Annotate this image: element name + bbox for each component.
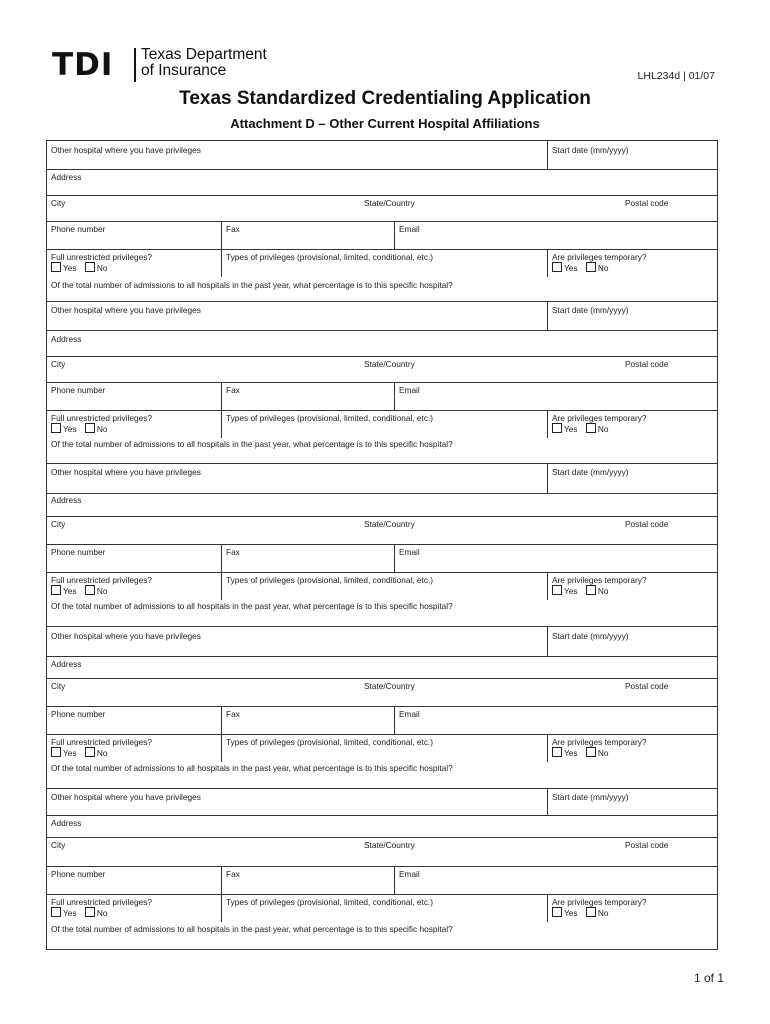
yes-label: Yes xyxy=(564,748,578,758)
hospital-row xyxy=(47,789,717,815)
postal-field[interactable]: Postal code xyxy=(625,198,669,208)
temporary-label: Are privileges temporary? xyxy=(552,897,647,907)
city-field[interactable]: City xyxy=(51,840,66,850)
affiliations-form xyxy=(46,140,718,950)
contact-row xyxy=(47,866,717,895)
privileges-row xyxy=(47,410,717,438)
city-field[interactable]: City xyxy=(51,198,66,208)
logo-line-1: Texas Department xyxy=(141,46,267,63)
full-privileges-yes-checkbox[interactable] xyxy=(51,262,61,272)
address-row xyxy=(47,169,717,196)
percentage-field[interactable]: Of the total number of admissions to all hospitals in the past year, what percentage is to this specific hospital? xyxy=(51,763,453,773)
fax-field[interactable]: Fax xyxy=(226,385,240,395)
address-field[interactable]: Address xyxy=(51,172,82,182)
full-privileges-options xyxy=(51,262,107,273)
contact-row xyxy=(47,706,717,735)
percentage-row xyxy=(47,921,717,950)
start-date-field[interactable]: Start date (mm/yyyy) xyxy=(552,631,629,641)
form-code: LHL234d | 01/07 xyxy=(637,70,715,82)
privileges-row xyxy=(47,894,717,922)
temporary-no-checkbox[interactable] xyxy=(586,907,596,917)
email-field[interactable]: Email xyxy=(399,709,420,719)
full-privileges-label: Full unrestricted privileges? xyxy=(51,413,152,423)
yes-label: Yes xyxy=(564,263,578,273)
city-field[interactable]: City xyxy=(51,359,66,369)
temporary-yes-checkbox[interactable] xyxy=(552,747,562,757)
no-label: No xyxy=(597,908,609,918)
state-field[interactable]: State/Country xyxy=(364,519,415,529)
full-privileges-yes-checkbox[interactable] xyxy=(51,423,61,433)
fax-field[interactable]: Fax xyxy=(226,547,240,557)
temporary-no-checkbox[interactable] xyxy=(586,747,596,757)
email-field[interactable]: Email xyxy=(399,385,420,395)
percentage-field[interactable]: Of the total number of admissions to all hospitals in the past year, what percentage is to this specific hospital? xyxy=(51,924,453,934)
hospital-field[interactable]: Other hospital where you have privileges xyxy=(51,305,201,315)
logo-line-2: of Insurance xyxy=(141,62,227,79)
percentage-row xyxy=(47,276,717,301)
temporary-options xyxy=(552,747,608,758)
temporary-yes-checkbox[interactable] xyxy=(552,423,562,433)
full-privileges-no-checkbox[interactable] xyxy=(85,747,95,757)
state-field[interactable]: State/Country xyxy=(364,681,415,691)
phone-field[interactable]: Phone number xyxy=(51,709,106,719)
types-field[interactable]: Types of privileges (provisional, limited, conditional, etc.) xyxy=(226,737,434,747)
postal-field[interactable]: Postal code xyxy=(625,840,669,850)
full-privileges-label: Full unrestricted privileges? xyxy=(51,897,152,907)
percentage-row xyxy=(47,761,717,789)
affiliation-block-3 xyxy=(47,463,717,627)
state-field[interactable]: State/Country xyxy=(364,359,415,369)
full-privileges-options xyxy=(51,585,107,596)
full-privileges-options xyxy=(51,907,107,918)
address-row xyxy=(47,815,717,838)
city-row xyxy=(47,195,717,222)
no-label: No xyxy=(96,424,108,434)
affiliation-block-1 xyxy=(47,141,717,301)
temporary-no-checkbox[interactable] xyxy=(586,423,596,433)
hospital-field[interactable]: Other hospital where you have privileges xyxy=(51,792,201,802)
temporary-options xyxy=(552,585,608,596)
hospital-row xyxy=(47,141,717,169)
no-label: No xyxy=(96,586,108,596)
fax-field[interactable]: Fax xyxy=(226,869,240,879)
page-number: 1 of 1 xyxy=(693,971,724,985)
percentage-row xyxy=(47,599,717,627)
state-field[interactable]: State/Country xyxy=(364,198,415,208)
email-field[interactable]: Email xyxy=(399,869,420,879)
yes-label: Yes xyxy=(63,908,77,918)
full-privileges-label: Full unrestricted privileges? xyxy=(51,737,152,747)
email-field[interactable]: Email xyxy=(399,547,420,557)
temporary-yes-checkbox[interactable] xyxy=(552,585,562,595)
hospital-field[interactable]: Other hospital where you have privileges xyxy=(51,631,201,641)
start-date-field[interactable]: Start date (mm/yyyy) xyxy=(552,145,629,155)
privileges-row xyxy=(47,249,717,277)
city-row xyxy=(47,356,717,383)
contact-row xyxy=(47,221,717,250)
address-field[interactable]: Address xyxy=(51,818,82,828)
full-privileges-no-checkbox[interactable] xyxy=(85,423,95,433)
contact-row xyxy=(47,544,717,573)
yes-label: Yes xyxy=(564,424,578,434)
no-label: No xyxy=(96,748,108,758)
start-date-field[interactable]: Start date (mm/yyyy) xyxy=(552,467,629,477)
fax-field[interactable]: Fax xyxy=(226,709,240,719)
page-subtitle: Attachment D – Other Current Hospital Affiliations xyxy=(230,116,540,131)
full-privileges-options xyxy=(51,747,107,758)
yes-label: Yes xyxy=(63,748,77,758)
hospital-field[interactable]: Other hospital where you have privileges xyxy=(51,145,201,155)
hospital-row xyxy=(47,302,717,330)
address-row xyxy=(47,493,717,517)
hospital-row xyxy=(47,464,717,493)
affiliation-block-4 xyxy=(47,626,717,789)
yes-label: Yes xyxy=(63,263,77,273)
full-privileges-yes-checkbox[interactable] xyxy=(51,907,61,917)
percentage-field[interactable]: Of the total number of admissions to all hospitals in the past year, what percentage is to this specific hospital? xyxy=(51,601,453,611)
address-field[interactable]: Address xyxy=(51,334,82,344)
no-label: No xyxy=(96,908,108,918)
address-field[interactable]: Address xyxy=(51,659,82,669)
temporary-yes-checkbox[interactable] xyxy=(552,907,562,917)
phone-field[interactable]: Phone number xyxy=(51,869,106,879)
no-label: No xyxy=(597,424,609,434)
tdi-logo xyxy=(52,46,292,86)
postal-field[interactable]: Postal code xyxy=(625,359,669,369)
full-privileges-label: Full unrestricted privileges? xyxy=(51,252,152,262)
full-privileges-label: Full unrestricted privileges? xyxy=(51,575,152,585)
percentage-field[interactable]: Of the total number of admissions to all hospitals in the past year, what percentage is to this specific hospital? xyxy=(51,280,453,290)
temporary-yes-checkbox[interactable] xyxy=(552,262,562,272)
types-field[interactable]: Types of privileges (provisional, limited, conditional, etc.) xyxy=(226,575,434,585)
city-row xyxy=(47,516,717,545)
temporary-options xyxy=(552,907,608,918)
start-date-field[interactable]: Start date (mm/yyyy) xyxy=(552,792,629,802)
full-privileges-no-checkbox[interactable] xyxy=(85,262,95,272)
types-field[interactable]: Types of privileges (provisional, limited, conditional, etc.) xyxy=(226,413,434,423)
temporary-label: Are privileges temporary? xyxy=(552,252,647,262)
yes-label: Yes xyxy=(564,586,578,596)
percentage-row xyxy=(47,437,717,464)
full-privileges-options xyxy=(51,423,107,434)
full-privileges-no-checkbox[interactable] xyxy=(85,907,95,917)
full-privileges-yes-checkbox[interactable] xyxy=(51,585,61,595)
state-field[interactable]: State/Country xyxy=(364,840,415,850)
postal-field[interactable]: Postal code xyxy=(625,681,669,691)
logo-mark: TDI xyxy=(52,47,114,83)
phone-field[interactable]: Phone number xyxy=(51,224,106,234)
yes-label: Yes xyxy=(63,586,77,596)
logo-text xyxy=(141,47,267,79)
no-label: No xyxy=(597,586,609,596)
full-privileges-yes-checkbox[interactable] xyxy=(51,747,61,757)
temporary-options xyxy=(552,262,608,273)
no-label: No xyxy=(597,263,609,273)
city-row xyxy=(47,678,717,707)
temporary-label: Are privileges temporary? xyxy=(552,575,647,585)
city-row xyxy=(47,837,717,867)
privileges-row xyxy=(47,734,717,762)
start-date-field[interactable]: Start date (mm/yyyy) xyxy=(552,305,629,315)
contact-row xyxy=(47,382,717,411)
temporary-options xyxy=(552,423,608,434)
page-title: Texas Standardized Credentialing Application xyxy=(179,88,591,109)
temporary-label: Are privileges temporary? xyxy=(552,737,647,747)
types-field[interactable]: Types of privileges (provisional, limited, conditional, etc.) xyxy=(226,897,434,907)
city-field[interactable]: City xyxy=(51,519,66,529)
affiliation-block-2 xyxy=(47,301,717,464)
yes-label: Yes xyxy=(564,908,578,918)
address-row xyxy=(47,330,717,357)
yes-label: Yes xyxy=(63,424,77,434)
email-field[interactable]: Email xyxy=(399,224,420,234)
privileges-row xyxy=(47,572,717,600)
no-label: No xyxy=(597,748,609,758)
full-privileges-no-checkbox[interactable] xyxy=(85,585,95,595)
no-label: No xyxy=(96,263,108,273)
temporary-label: Are privileges temporary? xyxy=(552,413,647,423)
postal-field[interactable]: Postal code xyxy=(625,519,669,529)
hospital-field[interactable]: Other hospital where you have privileges xyxy=(51,467,201,477)
temporary-no-checkbox[interactable] xyxy=(586,585,596,595)
city-field[interactable]: City xyxy=(51,681,66,691)
address-field[interactable]: Address xyxy=(51,495,82,505)
percentage-field[interactable]: Of the total number of admissions to all hospitals in the past year, what percentage is to this specific hospital? xyxy=(51,439,453,449)
address-row xyxy=(47,656,717,679)
fax-field[interactable]: Fax xyxy=(226,224,240,234)
phone-field[interactable]: Phone number xyxy=(51,547,106,557)
logo-divider xyxy=(134,48,136,82)
affiliation-block-5 xyxy=(47,788,717,950)
phone-field[interactable]: Phone number xyxy=(51,385,106,395)
types-field[interactable]: Types of privileges (provisional, limited, conditional, etc.) xyxy=(226,252,434,262)
temporary-no-checkbox[interactable] xyxy=(586,262,596,272)
hospital-row xyxy=(47,627,717,656)
